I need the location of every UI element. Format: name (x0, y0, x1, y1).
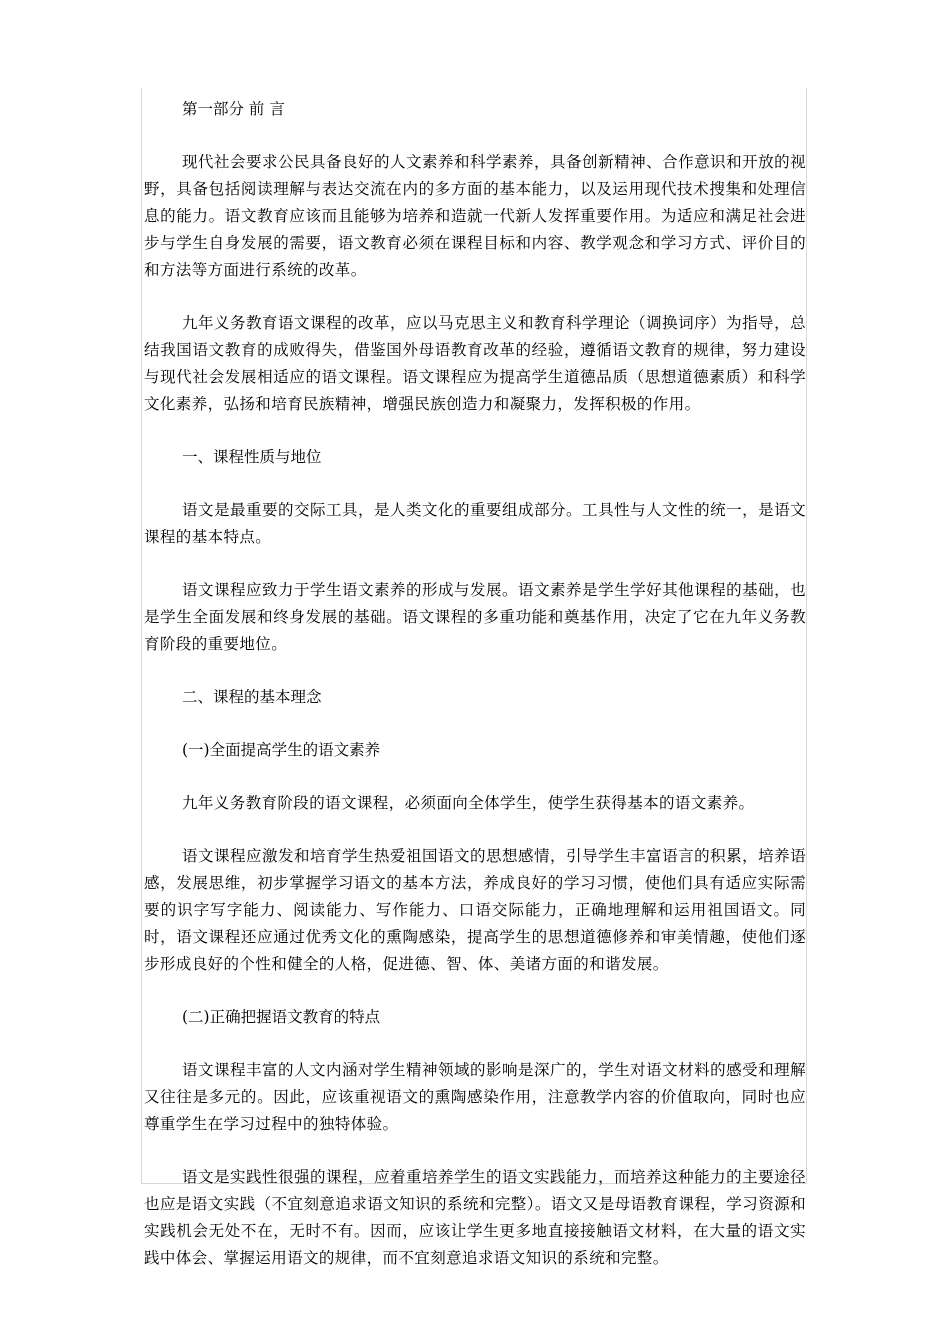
section-heading: 一、课程性质与地位 (182, 448, 322, 466)
paragraph: 九年义务教育阶段的语文课程，必须面向全体学生，使学生获得基本的语文素养。 (182, 794, 755, 812)
paragraph: 语文是实践性很强的课程，应着重培养学生的语文实践能力，而培养这种能力的主要途径也应是语文实践（不宜刻意追求语文知识的系统和完整）。语文又是母语教育课程，学习资源和实践机会无处不在，无时不有。因而，应该让学生更多地直接接触语文材料，在大量的语文实践中体会、掌握运用语文的规律，而不宜刻意追求语文知识的系统和完整。 (144, 1168, 806, 1267)
paragraph: 九年义务教育语文课程的改革，应以马克思主义和教育科学理论（调换词序）为指导，总结我国语文教育的成败得失，借鉴国外母语教育改革的经验，遵循语文教育的规律，努力建设与现代社会发展相适应的语文课程。语文课程应为提高学生道德品质（思想道德素质）和科学文化素养，弘扬和培育民族精神，增强民族创造力和凝聚力，发挥积极的作用。 (144, 314, 806, 413)
subsection-heading: (二)正确把握语文教育的特点 (182, 1008, 381, 1026)
paragraph: 语文课程丰富的人文内涵对学生精神领域的影响是深广的，学生对语文材料的感受和理解又往往是多元的。因此，应该重视语文的熏陶感染作用，注意教学内容的价值取向，同时也应尊重学生在学习过程中的独特体验。 (144, 1061, 806, 1133)
section-heading: 二、课程的基本理念 (182, 688, 322, 706)
paragraph: 语文是最重要的交际工具，是人类文化的重要组成部分。工具性与人文性的统一，是语文课程的基本特点。 (144, 501, 806, 546)
part-title: 第一部分 前 言 (182, 100, 285, 118)
paragraph: 语文课程应激发和培育学生热爱祖国语文的思想感情，引导学生丰富语言的积累，培养语感，发展思维，初步掌握学习语文的基本方法，养成良好的学习习惯，使他们具有适应实际需要的识字写字能力、阅读能力、写作能力、口语交际能力，正确地理解和运用祖国语文。同时，语文课程还应通过优秀文化的熏陶感染，提高学生的思想道德修养和审美情趣，使他们逐步形成良好的个性和健全的人格，促进德、智、体、美诸方面的和谐发展。 (144, 847, 806, 973)
paragraph: 语文课程应致力于学生语文素养的形成与发展。语文素养是学生学好其他课程的基础，也是学生全面发展和终身发展的基础。语文课程的多重功能和奠基作用，决定了它在九年义务教育阶段的重要地位。 (144, 581, 806, 653)
document-body (144, 96, 806, 1272)
subsection-heading: (一)全面提高学生的语文素养 (182, 741, 381, 759)
paragraph: 现代社会要求公民具备良好的人文素养和科学素养，具备创新精神、合作意识和开放的视野，具备包括阅读理解与表达交流在内的多方面的基本能力，以及运用现代技术搜集和处理信息的能力。语文教育应该而且能够为培养和造就一代新人发挥重要作用。为适应和满足社会进步与学生自身发展的需要，语文教育必须在课程目标和内容、教学观念和学习方式、评价目的和方法等方面进行系统的改革。 (144, 153, 806, 279)
